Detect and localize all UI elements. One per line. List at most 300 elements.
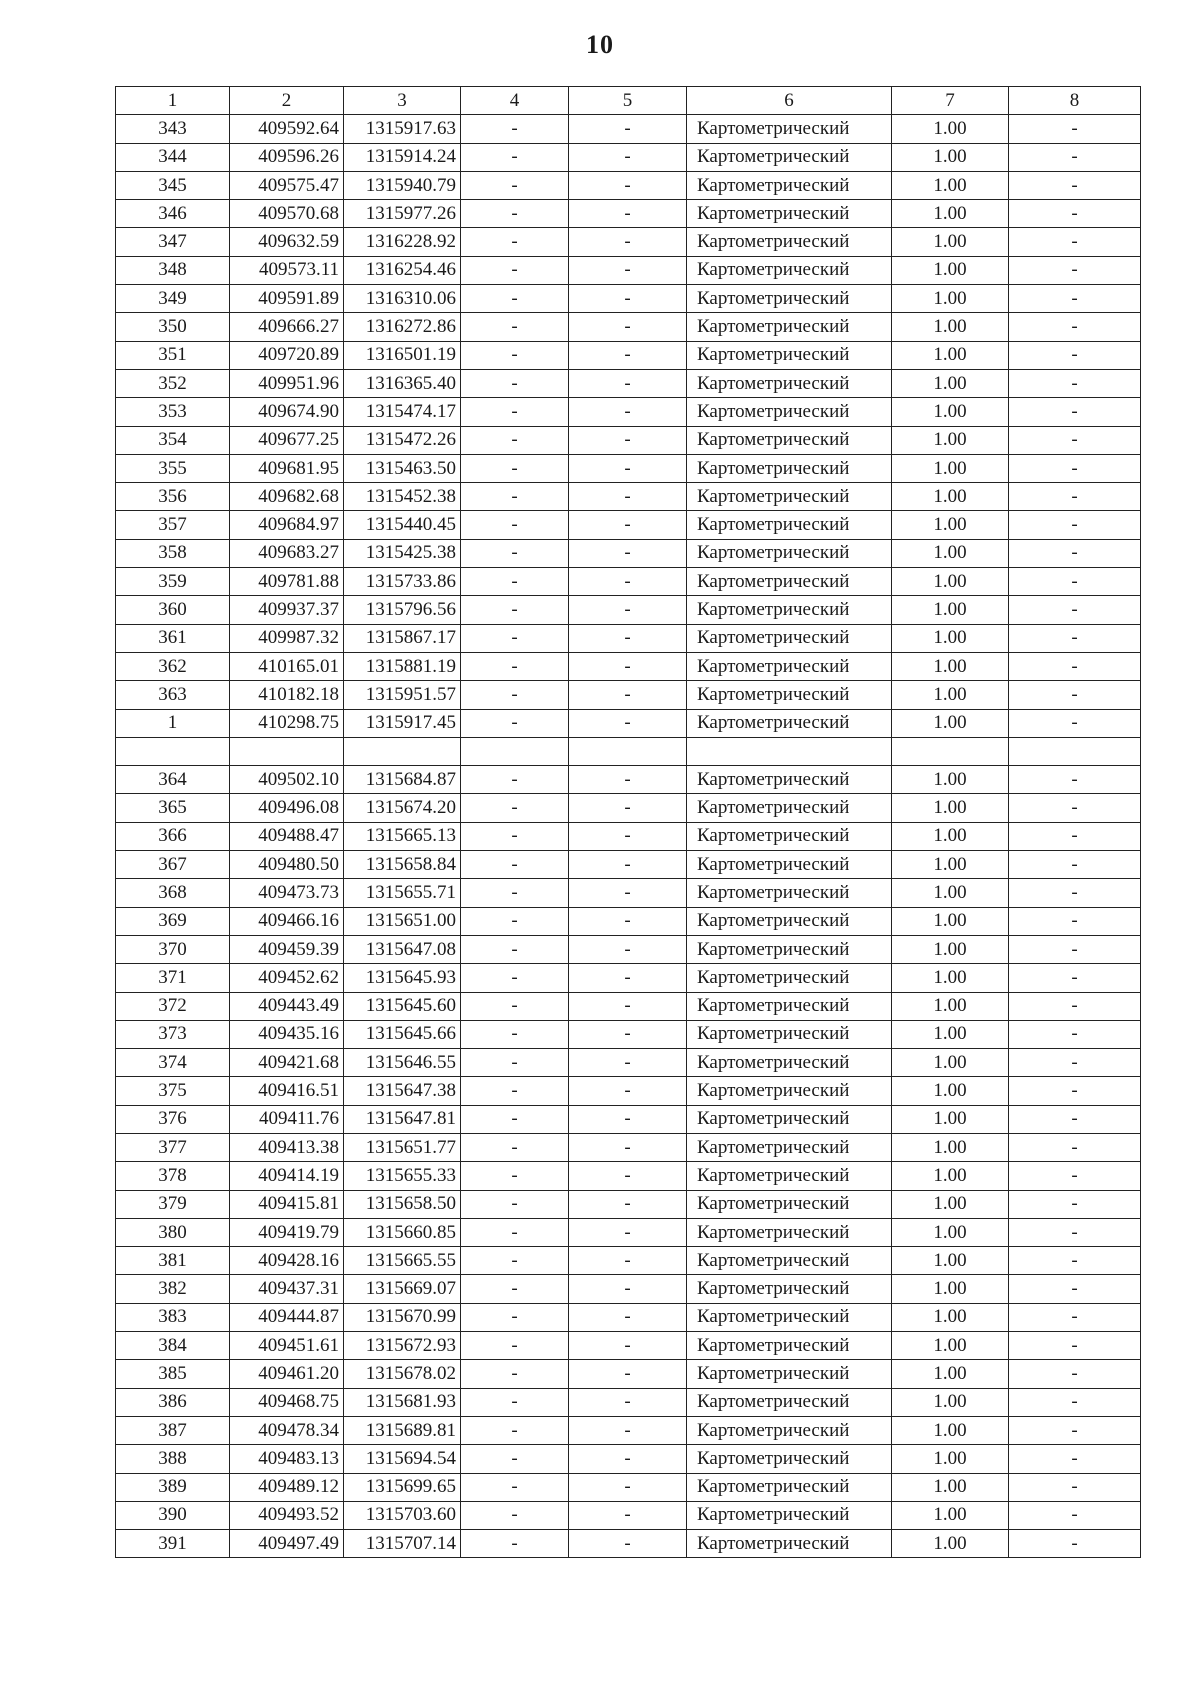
cell-method: Картометрический (687, 511, 892, 539)
cell-point-number: 388 (116, 1445, 230, 1473)
cell-col-4: - (461, 1190, 569, 1218)
cell-point-number: 344 (116, 143, 230, 171)
cell-col-5: - (569, 851, 687, 879)
cell-point-number: 381 (116, 1247, 230, 1275)
cell-col-5: - (569, 964, 687, 992)
table-row (116, 709, 1141, 737)
table-row (116, 1077, 1141, 1105)
cell-accuracy: 1.00 (892, 652, 1009, 680)
cell-point-number: 361 (116, 624, 230, 652)
cell-point-number: 362 (116, 652, 230, 680)
cell-accuracy: 1.00 (892, 1445, 1009, 1473)
cell-x-coordinate: 409781.88 (230, 568, 344, 596)
cell-col-8: - (1009, 1388, 1141, 1416)
cell-method: Картометрический (687, 794, 892, 822)
cell-point-number: 376 (116, 1105, 230, 1133)
table-row (116, 935, 1141, 963)
cell-col-4: - (461, 1218, 569, 1246)
cell-col-5: - (569, 1049, 687, 1077)
table-row (116, 1133, 1141, 1161)
cell-col-4: - (461, 1501, 569, 1529)
cell-col-4: - (461, 822, 569, 850)
cell-point-number: 352 (116, 369, 230, 397)
cell-col-5: - (569, 426, 687, 454)
cell-y-coordinate: 1315707.14 (344, 1530, 461, 1558)
cell-accuracy: 1.00 (892, 1332, 1009, 1360)
cell-method: Картометрический (687, 285, 892, 313)
cell-point-number: 363 (116, 681, 230, 709)
cell-col-8: - (1009, 1360, 1141, 1388)
cell-col-5: - (569, 511, 687, 539)
cell-col-4: - (461, 1303, 569, 1331)
cell-x-coordinate: 409592.64 (230, 115, 344, 143)
cell-col-5: - (569, 596, 687, 624)
cell-col-4: - (461, 256, 569, 284)
cell-x-coordinate: 409415.81 (230, 1190, 344, 1218)
cell-col-4: - (461, 1275, 569, 1303)
cell-method: Картометрический (687, 1303, 892, 1331)
cell-point-number: 348 (116, 256, 230, 284)
cell-point-number: 386 (116, 1388, 230, 1416)
cell-col-4: - (461, 964, 569, 992)
cell-col-5: - (569, 681, 687, 709)
cell-accuracy: 1.00 (892, 228, 1009, 256)
cell-col-8: - (1009, 1445, 1141, 1473)
cell-point-number: 364 (116, 766, 230, 794)
cell-method: Картометрический (687, 1332, 892, 1360)
table-row (116, 907, 1141, 935)
cell-method: Картометрический (687, 935, 892, 963)
cell-x-coordinate: 409497.49 (230, 1530, 344, 1558)
cell-point-number: 357 (116, 511, 230, 539)
cell-x-coordinate: 409414.19 (230, 1162, 344, 1190)
cell-y-coordinate (344, 737, 461, 765)
table-row (116, 228, 1141, 256)
table-row (116, 1332, 1141, 1360)
cell-y-coordinate: 1315678.02 (344, 1360, 461, 1388)
cell-point-number: 383 (116, 1303, 230, 1331)
cell-method: Картометрический (687, 1049, 892, 1077)
cell-point-number: 355 (116, 454, 230, 482)
cell-x-coordinate: 409681.95 (230, 454, 344, 482)
cell-x-coordinate: 409666.27 (230, 313, 344, 341)
cell-col-4: - (461, 454, 569, 482)
cell-y-coordinate: 1315647.38 (344, 1077, 461, 1105)
cell-col-8: - (1009, 171, 1141, 199)
cell-col-4: - (461, 568, 569, 596)
cell-accuracy: 1.00 (892, 568, 1009, 596)
cell-accuracy: 1.00 (892, 115, 1009, 143)
cell-col-5: - (569, 652, 687, 680)
cell-accuracy: 1.00 (892, 709, 1009, 737)
cell-col-4: - (461, 539, 569, 567)
cell-y-coordinate: 1315647.08 (344, 935, 461, 963)
cell-x-coordinate: 409502.10 (230, 766, 344, 794)
cell-point-number: 347 (116, 228, 230, 256)
column-header-2: 2 (230, 87, 344, 115)
table-row (116, 369, 1141, 397)
cell-accuracy: 1.00 (892, 200, 1009, 228)
cell-x-coordinate: 409435.16 (230, 1020, 344, 1048)
cell-col-5: - (569, 794, 687, 822)
cell-col-5: - (569, 1501, 687, 1529)
cell-method: Картометрический (687, 454, 892, 482)
cell-accuracy: 1.00 (892, 1275, 1009, 1303)
cell-col-5: - (569, 1360, 687, 1388)
cell-col-4: - (461, 652, 569, 680)
table-row (116, 341, 1141, 369)
cell-y-coordinate: 1315655.71 (344, 879, 461, 907)
cell-point-number (116, 737, 230, 765)
cell-col-5: - (569, 1303, 687, 1331)
cell-col-8: - (1009, 285, 1141, 313)
table-row (116, 1218, 1141, 1246)
column-header-1: 1 (116, 87, 230, 115)
cell-col-4: - (461, 1105, 569, 1133)
cell-point-number: 343 (116, 115, 230, 143)
cell-col-4: - (461, 1473, 569, 1501)
cell-col-4: - (461, 1530, 569, 1558)
cell-y-coordinate: 1315645.66 (344, 1020, 461, 1048)
cell-col-8: - (1009, 879, 1141, 907)
cell-point-number: 369 (116, 907, 230, 935)
cell-col-5: - (569, 369, 687, 397)
table-row (116, 737, 1141, 765)
cell-x-coordinate: 409444.87 (230, 1303, 344, 1331)
cell-accuracy: 1.00 (892, 879, 1009, 907)
table-row (116, 426, 1141, 454)
cell-col-5: - (569, 935, 687, 963)
cell-col-8: - (1009, 398, 1141, 426)
cell-method: Картометрический (687, 964, 892, 992)
table-row (116, 624, 1141, 652)
cell-method: Картометрический (687, 766, 892, 794)
cell-x-coordinate: 409570.68 (230, 200, 344, 228)
cell-accuracy: 1.00 (892, 171, 1009, 199)
cell-x-coordinate: 409466.16 (230, 907, 344, 935)
cell-x-coordinate: 409573.11 (230, 256, 344, 284)
cell-col-8: - (1009, 596, 1141, 624)
cell-col-5: - (569, 1388, 687, 1416)
cell-point-number: 370 (116, 935, 230, 963)
cell-method: Картометрический (687, 568, 892, 596)
cell-col-5: - (569, 907, 687, 935)
table-row (116, 1388, 1141, 1416)
cell-y-coordinate: 1315684.87 (344, 766, 461, 794)
cell-col-8: - (1009, 1105, 1141, 1133)
cell-method: Картометрический (687, 143, 892, 171)
cell-col-8: - (1009, 511, 1141, 539)
cell-point-number: 378 (116, 1162, 230, 1190)
cell-point-number: 382 (116, 1275, 230, 1303)
cell-col-5: - (569, 228, 687, 256)
cell-col-5: - (569, 1247, 687, 1275)
cell-x-coordinate: 409951.96 (230, 369, 344, 397)
cell-method: Картометрический (687, 596, 892, 624)
cell-point-number: 379 (116, 1190, 230, 1218)
cell-method: Картометрический (687, 1247, 892, 1275)
cell-col-4: - (461, 794, 569, 822)
cell-col-5: - (569, 1190, 687, 1218)
cell-y-coordinate: 1315474.17 (344, 398, 461, 426)
cell-point-number: 353 (116, 398, 230, 426)
cell-accuracy: 1.00 (892, 1049, 1009, 1077)
cell-x-coordinate: 409596.26 (230, 143, 344, 171)
cell-x-coordinate: 409684.97 (230, 511, 344, 539)
cell-col-5: - (569, 766, 687, 794)
cell-col-8: - (1009, 454, 1141, 482)
table-row (116, 1473, 1141, 1501)
cell-col-4: - (461, 1445, 569, 1473)
cell-col-8: - (1009, 1247, 1141, 1275)
table-row (116, 313, 1141, 341)
cell-col-5: - (569, 143, 687, 171)
cell-y-coordinate: 1316228.92 (344, 228, 461, 256)
cell-col-8: - (1009, 1275, 1141, 1303)
cell-col-5: - (569, 285, 687, 313)
cell-col-5: - (569, 1445, 687, 1473)
cell-col-5: - (569, 313, 687, 341)
table-row (116, 143, 1141, 171)
table-row (116, 256, 1141, 284)
cell-col-4: - (461, 1247, 569, 1275)
cell-method: Картометрический (687, 341, 892, 369)
cell-col-5: - (569, 1416, 687, 1444)
cell-y-coordinate: 1315645.93 (344, 964, 461, 992)
cell-method: Картометрический (687, 1275, 892, 1303)
cell-col-4 (461, 737, 569, 765)
table-row (116, 539, 1141, 567)
table-row (116, 1162, 1141, 1190)
cell-accuracy: 1.00 (892, 341, 1009, 369)
cell-col-8: - (1009, 143, 1141, 171)
cell-x-coordinate: 409437.31 (230, 1275, 344, 1303)
cell-accuracy: 1.00 (892, 766, 1009, 794)
cell-accuracy: 1.00 (892, 1388, 1009, 1416)
cell-col-4: - (461, 313, 569, 341)
table-row (116, 1303, 1141, 1331)
cell-col-5: - (569, 483, 687, 511)
cell-point-number: 367 (116, 851, 230, 879)
cell-col-5: - (569, 568, 687, 596)
table-row (116, 596, 1141, 624)
cell-y-coordinate: 1316272.86 (344, 313, 461, 341)
cell-col-5: - (569, 539, 687, 567)
cell-col-5: - (569, 398, 687, 426)
cell-col-8: - (1009, 1077, 1141, 1105)
cell-accuracy: 1.00 (892, 596, 1009, 624)
cell-col-8: - (1009, 200, 1141, 228)
cell-y-coordinate: 1315669.07 (344, 1275, 461, 1303)
column-header-6: 6 (687, 87, 892, 115)
cell-col-8: - (1009, 766, 1141, 794)
cell-col-4: - (461, 341, 569, 369)
table-row (116, 1275, 1141, 1303)
cell-point-number: 375 (116, 1077, 230, 1105)
cell-accuracy: 1.00 (892, 483, 1009, 511)
cell-method: Картометрический (687, 1162, 892, 1190)
cell-accuracy: 1.00 (892, 992, 1009, 1020)
cell-y-coordinate: 1315881.19 (344, 652, 461, 680)
cell-x-coordinate: 409451.61 (230, 1332, 344, 1360)
cell-x-coordinate: 409461.20 (230, 1360, 344, 1388)
cell-col-8: - (1009, 228, 1141, 256)
cell-col-8: - (1009, 1473, 1141, 1501)
cell-accuracy: 1.00 (892, 256, 1009, 284)
cell-accuracy: 1.00 (892, 1162, 1009, 1190)
column-header-3: 3 (344, 87, 461, 115)
cell-method: Картометрический (687, 256, 892, 284)
cell-col-8: - (1009, 539, 1141, 567)
cell-x-coordinate: 409443.49 (230, 992, 344, 1020)
table-row (116, 1530, 1141, 1558)
table-row (116, 1049, 1141, 1077)
cell-col-4: - (461, 1049, 569, 1077)
cell-col-4: - (461, 624, 569, 652)
cell-col-5: - (569, 992, 687, 1020)
cell-col-8: - (1009, 851, 1141, 879)
cell-x-coordinate: 410182.18 (230, 681, 344, 709)
cell-y-coordinate: 1315647.81 (344, 1105, 461, 1133)
cell-accuracy: 1.00 (892, 1416, 1009, 1444)
cell-col-4: - (461, 851, 569, 879)
cell-y-coordinate: 1315694.54 (344, 1445, 461, 1473)
cell-col-5: - (569, 1275, 687, 1303)
cell-y-coordinate: 1315651.77 (344, 1133, 461, 1161)
cell-method: Картометрический (687, 1190, 892, 1218)
cell-y-coordinate: 1315646.55 (344, 1049, 461, 1077)
cell-col-5: - (569, 1077, 687, 1105)
cell-x-coordinate: 409468.75 (230, 1388, 344, 1416)
cell-method: Картометрический (687, 1133, 892, 1161)
cell-y-coordinate: 1315951.57 (344, 681, 461, 709)
cell-point-number: 358 (116, 539, 230, 567)
cell-col-5: - (569, 1133, 687, 1161)
cell-method: Картометрический (687, 709, 892, 737)
table-row (116, 171, 1141, 199)
cell-point-number: 346 (116, 200, 230, 228)
cell-accuracy: 1.00 (892, 935, 1009, 963)
cell-x-coordinate: 409489.12 (230, 1473, 344, 1501)
cell-col-8: - (1009, 652, 1141, 680)
cell-accuracy: 1.00 (892, 1501, 1009, 1529)
cell-col-8: - (1009, 624, 1141, 652)
cell-col-8: - (1009, 1218, 1141, 1246)
cell-accuracy: 1.00 (892, 624, 1009, 652)
cell-col-4: - (461, 992, 569, 1020)
table-row (116, 992, 1141, 1020)
cell-accuracy: 1.00 (892, 1303, 1009, 1331)
cell-method: Картометрический (687, 652, 892, 680)
table-row (116, 1247, 1141, 1275)
cell-col-5: - (569, 624, 687, 652)
cell-point-number: 371 (116, 964, 230, 992)
cell-y-coordinate: 1315733.86 (344, 568, 461, 596)
cell-col-8: - (1009, 681, 1141, 709)
table-row (116, 652, 1141, 680)
cell-accuracy: 1.00 (892, 1020, 1009, 1048)
cell-x-coordinate: 409413.38 (230, 1133, 344, 1161)
table-row (116, 511, 1141, 539)
column-header-7: 7 (892, 87, 1009, 115)
column-header-4: 4 (461, 87, 569, 115)
cell-col-8: - (1009, 568, 1141, 596)
cell-y-coordinate: 1315681.93 (344, 1388, 461, 1416)
cell-col-8: - (1009, 1332, 1141, 1360)
cell-point-number: 345 (116, 171, 230, 199)
cell-point-number: 374 (116, 1049, 230, 1077)
cell-col-8: - (1009, 369, 1141, 397)
cell-method: Картометрический (687, 115, 892, 143)
cell-col-4: - (461, 1332, 569, 1360)
cell-point-number: 368 (116, 879, 230, 907)
cell-method: Картометрический (687, 851, 892, 879)
cell-method: Картометрический (687, 228, 892, 256)
cell-y-coordinate: 1315658.84 (344, 851, 461, 879)
table-row (116, 964, 1141, 992)
cell-x-coordinate: 409493.52 (230, 1501, 344, 1529)
cell-x-coordinate: 409416.51 (230, 1077, 344, 1105)
cell-accuracy: 1.00 (892, 1218, 1009, 1246)
cell-point-number: 356 (116, 483, 230, 511)
table-row (116, 1190, 1141, 1218)
cell-x-coordinate: 409488.47 (230, 822, 344, 850)
table-row (116, 681, 1141, 709)
cell-method: Картометрический (687, 539, 892, 567)
cell-y-coordinate: 1315452.38 (344, 483, 461, 511)
cell-y-coordinate: 1315463.50 (344, 454, 461, 482)
cell-x-coordinate: 409677.25 (230, 426, 344, 454)
table-row (116, 822, 1141, 850)
cell-y-coordinate: 1315472.26 (344, 426, 461, 454)
cell-col-8: - (1009, 341, 1141, 369)
cell-col-8: - (1009, 1162, 1141, 1190)
cell-x-coordinate: 409419.79 (230, 1218, 344, 1246)
table-row (116, 483, 1141, 511)
cell-y-coordinate: 1315665.13 (344, 822, 461, 850)
cell-x-coordinate: 409421.68 (230, 1049, 344, 1077)
cell-y-coordinate: 1315655.33 (344, 1162, 461, 1190)
cell-method: Картометрический (687, 822, 892, 850)
cell-col-4: - (461, 369, 569, 397)
cell-accuracy: 1.00 (892, 313, 1009, 341)
cell-col-8: - (1009, 426, 1141, 454)
table-row (116, 1501, 1141, 1529)
column-header-5: 5 (569, 87, 687, 115)
cell-accuracy: 1.00 (892, 1360, 1009, 1388)
table-row (116, 1020, 1141, 1048)
cell-col-8: - (1009, 794, 1141, 822)
cell-col-4: - (461, 228, 569, 256)
cell-method: Картометрический (687, 483, 892, 511)
cell-x-coordinate (230, 737, 344, 765)
cell-col-4: - (461, 1162, 569, 1190)
coordinates-table (115, 86, 1141, 1558)
cell-x-coordinate: 409632.59 (230, 228, 344, 256)
cell-col-5: - (569, 1473, 687, 1501)
cell-col-5: - (569, 1020, 687, 1048)
table-row (116, 1445, 1141, 1473)
cell-col-8 (1009, 737, 1141, 765)
cell-col-8: - (1009, 1501, 1141, 1529)
cell-point-number: 354 (116, 426, 230, 454)
cell-col-8: - (1009, 1530, 1141, 1558)
cell-point-number: 366 (116, 822, 230, 850)
cell-point-number: 390 (116, 1501, 230, 1529)
cell-y-coordinate: 1315796.56 (344, 596, 461, 624)
cell-x-coordinate: 409575.47 (230, 171, 344, 199)
cell-accuracy: 1.00 (892, 143, 1009, 171)
